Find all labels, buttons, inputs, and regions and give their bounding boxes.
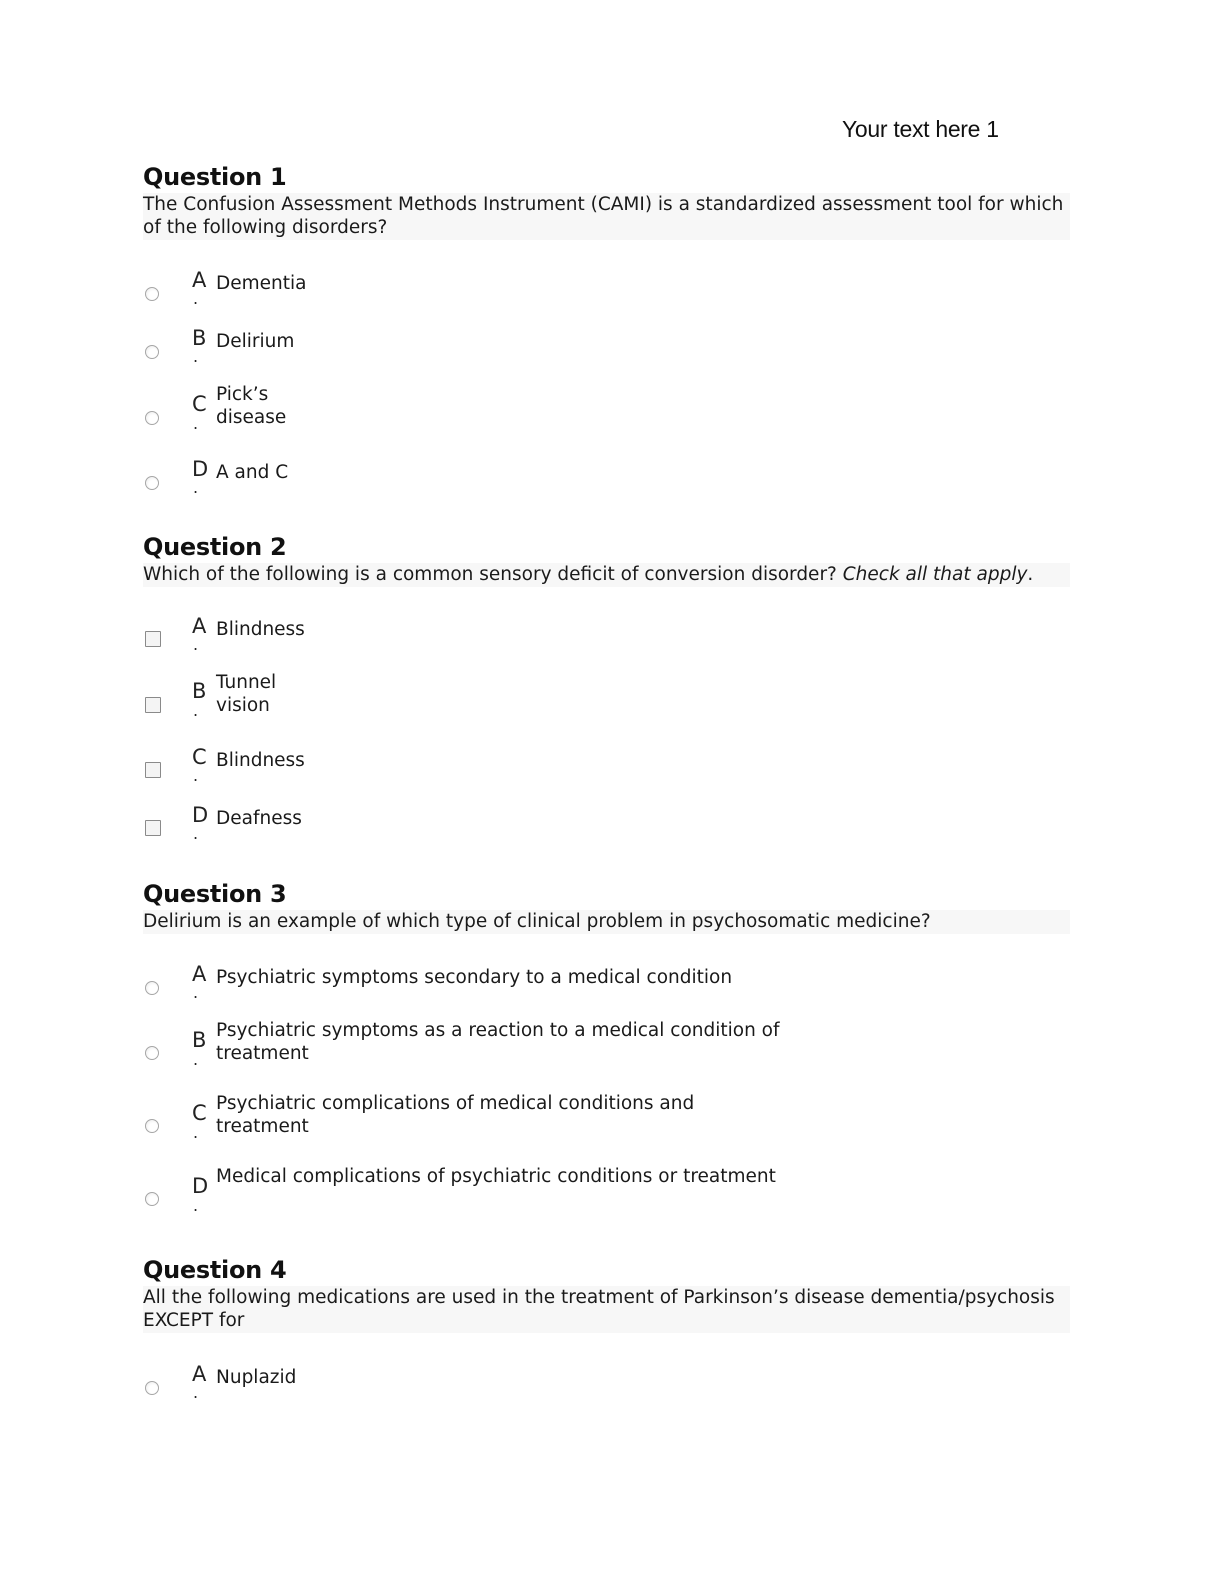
option-dot: . <box>193 983 199 1002</box>
question-text: The Confusion Assessment Methods Instrument (CAMI) is a standardized assessment tool for which of the following disorders? <box>143 193 1070 240</box>
question-text: Which of the following is a common sensory deficit of conversion disorder? Check all that apply. <box>143 563 1070 587</box>
question-1 <box>143 163 1070 497</box>
option-text: Tunnel vision <box>216 672 277 716</box>
option-text: Blindness <box>216 619 305 640</box>
radio-button[interactable] <box>145 345 159 359</box>
option-text: Deafness <box>216 808 302 829</box>
option-letter: C <box>192 392 207 416</box>
option-text: Blindness <box>216 750 305 771</box>
option-dot: . <box>193 289 199 308</box>
option-letter: B <box>192 1028 207 1052</box>
question-instruction: Check all that apply <box>842 564 1028 585</box>
option-letter: D <box>192 803 209 827</box>
option-letter: A <box>192 268 207 292</box>
option-letter: A <box>192 614 207 638</box>
question-title: Question 2 <box>143 533 287 561</box>
option-letter: A <box>192 1362 207 1386</box>
option-text: Psychiatric complications of medical conditions and treatment <box>216 1093 695 1137</box>
question-text: Delirium is an example of which type of clinical problem in psychosomatic medicine? <box>143 910 1070 934</box>
radio-button[interactable] <box>145 476 159 490</box>
question-title: Question 4 <box>143 1256 287 1284</box>
question-4 <box>143 1256 1070 1402</box>
option-letter: B <box>192 326 207 350</box>
option-dot: . <box>193 701 199 720</box>
question-title: Question 1 <box>143 163 287 191</box>
option-dot: . <box>193 1050 199 1069</box>
question-title: Question 3 <box>143 880 287 908</box>
option-text: Medical complications of psychiatric conditions or treatment <box>216 1166 776 1187</box>
option-text: Psychiatric symptoms as a reaction to a medical condition of treatment <box>216 1020 780 1064</box>
option-dot: . <box>193 478 199 497</box>
checkbox[interactable] <box>145 762 161 778</box>
question-2 <box>143 533 1070 843</box>
checkbox[interactable] <box>145 697 161 713</box>
radio-button[interactable] <box>145 287 159 301</box>
option-letter: D <box>192 457 209 481</box>
option-letter: B <box>192 679 207 703</box>
radio-button[interactable] <box>145 411 159 425</box>
option-dot: . <box>193 766 199 785</box>
option-dot: . <box>193 347 199 366</box>
option-text: Nuplazid <box>216 1367 297 1388</box>
radio-button[interactable] <box>145 1046 159 1060</box>
option-text: Dementia <box>216 273 307 294</box>
option-text: Delirium <box>216 331 295 352</box>
question-3 <box>143 880 1070 1215</box>
radio-button[interactable] <box>145 1119 159 1133</box>
option-letter: D <box>192 1174 209 1198</box>
option-dot: . <box>193 635 199 654</box>
option-dot: . <box>193 1383 199 1402</box>
radio-button[interactable] <box>145 981 159 995</box>
option-letter: C <box>192 1101 207 1125</box>
option-dot: . <box>193 1123 199 1142</box>
option-dot: . <box>193 414 199 433</box>
radio-button[interactable] <box>145 1192 159 1206</box>
option-text: Pick’s disease <box>216 384 287 428</box>
option-text: Psychiatric symptoms secondary to a medical condition <box>216 967 733 988</box>
option-letter: A <box>192 962 207 986</box>
checkbox[interactable] <box>145 631 161 647</box>
checkbox[interactable] <box>145 820 161 836</box>
header-text: Your text here 1 <box>842 116 999 142</box>
option-dot: . <box>193 1196 199 1215</box>
option-dot: . <box>193 824 199 843</box>
question-text: All the following medications are used in the treatment of Parkinson’s disease dementia/psychosis EXCEPT for <box>143 1286 1070 1333</box>
option-letter: C <box>192 745 207 769</box>
radio-button[interactable] <box>145 1381 159 1395</box>
option-text: A and C <box>216 462 289 483</box>
